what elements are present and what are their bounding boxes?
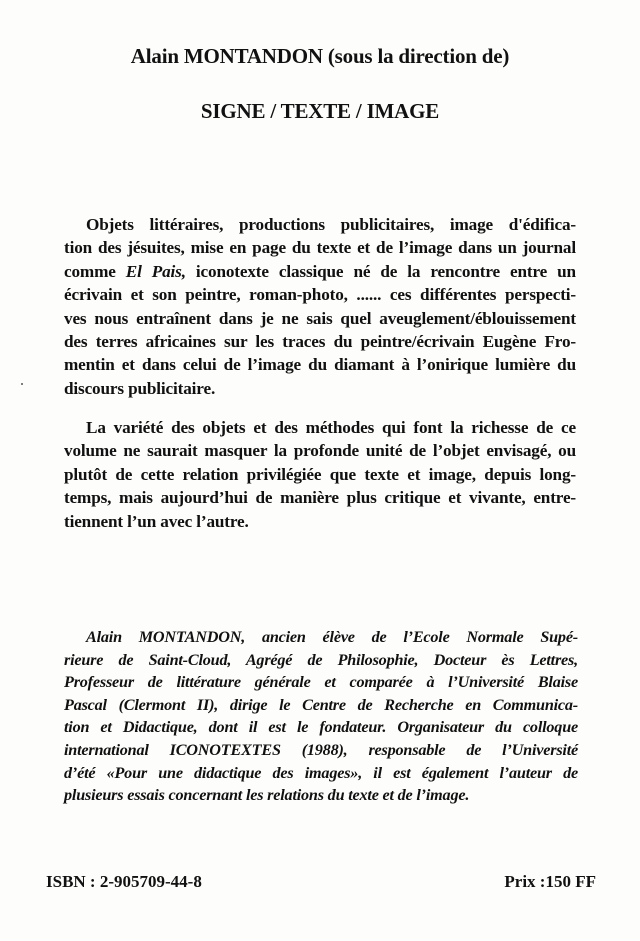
isbn-label: ISBN : 2-905709-44-8: [46, 872, 202, 891]
header-author-line: Alain MONTANDON (sous la direction de): [130, 44, 510, 68]
paragraph-line: discours publicitaire.: [64, 378, 216, 398]
paragraph-line: des terres africaines sur les traces du peintre/écrivain Eugène Fro-: [64, 332, 576, 352]
line-rest: iconotexte classique né de la rencontre entre un: [195, 261, 576, 281]
print-speck: [21, 383, 23, 385]
price-label: Prix :150 FF: [504, 872, 596, 891]
bio-line: plusieurs essais concernant les relations du texte et de l’image.: [64, 786, 470, 805]
paragraph-line: [64, 260, 576, 283]
author-bio: [64, 626, 578, 807]
paragraph-line: mentin et dans celui de l’image du diamant à l’onirique lumière du: [64, 355, 576, 375]
paragraph-line: plutôt de cette relation privilégiée que texte et image, depuis long-: [64, 464, 576, 484]
bio-line: tion et Didactique, dont il est le fondateur. Organisateur du colloque: [64, 718, 578, 737]
bio-line: d’été «Pour une didactique des images», il est également l’auteur de: [64, 763, 578, 782]
paragraph-line: Objets littéraires, productions publicitaires, image d'édifica-: [86, 215, 576, 234]
paragraph-line: temps, mais aujourd’hui de manière plus critique et vivante, entre-: [64, 488, 576, 508]
paragraph-line: ves nous entraînent dans je ne sais quel aveuglement/éblouissement: [64, 308, 576, 328]
bio-line: rieure de Saint-Cloud, Agrégé de Philosophie, Docteur ès Lettres,: [64, 650, 578, 669]
description-paragraph-2: [64, 416, 576, 533]
paragraph-line: volume ne saurait masquer la profonde unité de l’objet envisagé, ou: [64, 441, 576, 461]
bio-line: international ICONOTEXTES (1988), responsable de l’Université: [64, 740, 578, 759]
page-title: SIGNE / TEXTE / IMAGE: [200, 99, 440, 123]
description-paragraph-1: [64, 213, 576, 400]
paragraph-line: tiennent l’un avec l’autre.: [64, 511, 249, 531]
line-prefix: comme: [64, 261, 116, 281]
paragraph-line: écrivain et son peintre, roman-photo, ...... ces différentes perspecti-: [64, 285, 576, 305]
bio-line: Professeur de littérature générale et comparée à l’Université Blaise: [64, 673, 578, 692]
bio-line: Alain MONTANDON, ancien élève de l’Ecole Normale Supé-: [86, 628, 578, 646]
paragraph-line: La variété des objets et des méthodes qui font la richesse de ce: [86, 418, 576, 437]
bio-line: Pascal (Clermont II), dirige le Centre de Recherche en Communica-: [64, 695, 578, 714]
paragraph-line: tion des jésuites, mise en page du texte et de l’image dans un journal: [64, 238, 576, 258]
newspaper-title: El Pais,: [125, 261, 186, 281]
